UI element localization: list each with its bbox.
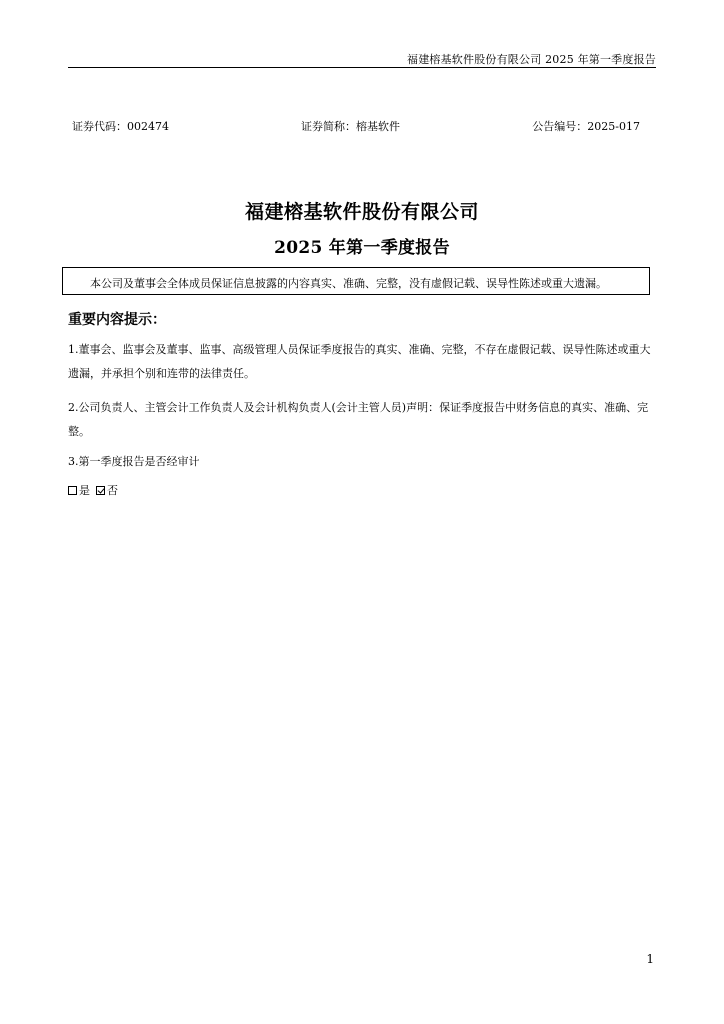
announcement-number: 公告编号：2025-017: [532, 120, 640, 133]
audit-options: [68, 482, 118, 498]
header-rule: [68, 67, 656, 68]
tip-item-3: 3.第一季度报告是否经审计: [68, 455, 200, 468]
running-header: 福建榕基软件股份有限公司 2025 年第一季度报告: [407, 53, 656, 66]
page-number: 1: [646, 952, 654, 966]
important-tips-heading: 重要内容提示：: [68, 312, 166, 328]
stock-abbreviation: 证券简称：榕基软件: [301, 120, 400, 133]
disclosure-notice-text: 本公司及董事会全体成员保证信息披露的内容真实、准确、完整，没有虚假记载、误导性陈述或重大遗漏。: [90, 277, 607, 290]
checkbox-checked-icon: [96, 486, 105, 495]
report-title: 2025 年第一季度报告: [274, 238, 450, 258]
audit-option-no: 否: [107, 484, 118, 497]
company-title: 福建榕基软件股份有限公司: [244, 201, 479, 223]
audit-option-yes: 是: [79, 484, 90, 497]
tip-item-2: 2.公司负责人、主管会计工作负责人及会计机构负责人(会计主管人员)声明：保证季度报告中财务信息的真实、准确、完整。: [68, 401, 649, 438]
disclosure-notice-box: [62, 267, 650, 295]
tip-item-1: 1.董事会、监事会及董事、监事、高级管理人员保证季度报告的真实、准确、完整，不存在虚假记载、误导性陈述或重大遗漏，并承担个别和连带的法律责任。: [68, 343, 651, 380]
checkbox-unchecked-icon: [68, 486, 77, 495]
stock-code: 证券代码：002474: [72, 120, 169, 133]
